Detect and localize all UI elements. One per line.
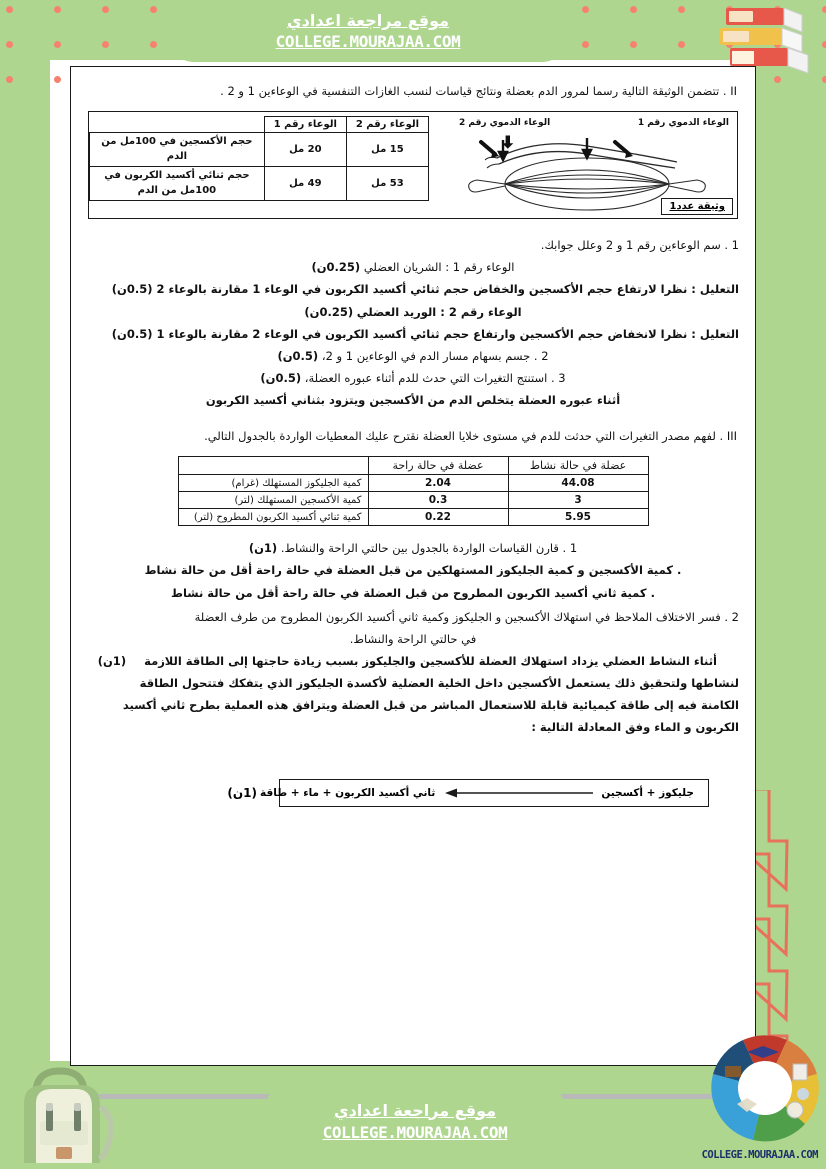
- t1-header-vessel-2: الوعاء رقم 2: [346, 117, 428, 133]
- school-subjects-wheel-icon: [706, 1029, 824, 1147]
- dot-decoration: [6, 6, 13, 13]
- footer-site-name-ar: موقع مراجعة اعدادي: [333, 1100, 497, 1120]
- t2-r1-rest: 2.04: [368, 475, 508, 492]
- dot-decoration: [630, 41, 637, 48]
- s2-a4-text: التعليل : نظرا لانخفاض حجم الأكسجين وارتفاع حجم ثنائي أكسيد الكربون في الوعاء 2 مقارنة بالوعاء 1: [156, 326, 739, 341]
- figure-label-vessel-1: الوعاء الدموي رقم 1: [637, 118, 729, 129]
- s3-q1-answer-2: . كمية ثاني أكسيد الكربون المطروح من قبل العضلة في حالة راحة أقل من حالة نشاط: [171, 585, 655, 600]
- s3-q2-answer-line-4: الكربون و الماء وفق المعادلة التالية :: [531, 720, 739, 735]
- header-site-name-ar: موقع مراجعة اعدادي: [286, 11, 450, 30]
- muscle-metabolism-table: [178, 456, 649, 526]
- dot-decoration: [54, 41, 61, 48]
- t1-header-vessel-1: الوعاء رقم 1: [264, 117, 346, 133]
- s2-q2-text: 2 . جسم بسهام مسار الدم في الوعاءين 1 و 2،: [321, 348, 549, 363]
- footer-site-banner[interactable]: [265, 1083, 565, 1169]
- table-row: [178, 509, 648, 526]
- t2-r3-active: 5.95: [508, 509, 648, 526]
- table-row: [90, 167, 429, 201]
- t2-r1-label: كمية الجليكوز المستهلك (غرام): [178, 475, 368, 492]
- t2-header-active: عضلة في حالة نشاط: [508, 457, 648, 475]
- s3-question-2-line-1: 2 . فسر الاختلاف الملاحظ في استهلاك الأكسجين و الجليكوز وكمية ثاني أكسيد الكربون المطروح من طرف العضلة: [194, 609, 739, 624]
- dot-decoration: [102, 6, 109, 13]
- dot-decoration: [150, 6, 157, 13]
- s2-a3-text: الوعاء رقم 2 : الوريد العضلي: [356, 304, 522, 319]
- dot-decoration: [102, 41, 109, 48]
- table-header-row: [90, 117, 429, 133]
- s3-q2-a1-score: (1ن): [97, 653, 127, 668]
- t2-r1-active: 44.08: [508, 475, 648, 492]
- t1-r1-vessel-2: 15 مل: [346, 133, 428, 167]
- table-row: [90, 133, 429, 167]
- dot-decoration: [582, 6, 589, 13]
- s2-a1-text: الوعاء رقم 1 : الشريان العضلي: [363, 260, 515, 275]
- t2-r2-label: كمية الأكسجين المستهلك (لتر): [178, 492, 368, 509]
- t1-r2-vessel-2: 53 مل: [346, 167, 428, 201]
- t1-header-corner: [90, 117, 265, 133]
- exam-paper-sheet: [70, 66, 756, 1066]
- dot-decoration: [822, 41, 826, 48]
- background-band-left: [0, 0, 50, 1169]
- table-row: [178, 475, 648, 492]
- gas-measurements-table: [89, 116, 429, 201]
- muscle-blood-vessel-diagram: [437, 112, 737, 218]
- t2-r3-label: كمية ثنائي أكسيد الكربون المطروح (لتر): [178, 509, 368, 526]
- t2-r3-rest: 0.22: [368, 509, 508, 526]
- s3-q1-score: (1ن): [248, 541, 278, 556]
- s2-a1-score: (0.25ن): [311, 260, 361, 275]
- document-1-caption: وثيقة عدد1: [661, 198, 733, 215]
- t1-r1-label: حجم الأكسجين في 100مل من الدم: [90, 133, 265, 167]
- table-row: [178, 492, 648, 509]
- s2-q2-score: (0.5ن): [277, 348, 319, 363]
- s2-a4-score: (0.5ن): [111, 326, 153, 341]
- s2-q3-score: (0.5ن): [260, 370, 302, 385]
- section-2-intro: II . تتضمن الوثيقة التالية رسما لمرور الدم بعضلة ونتائج قياسات لنسب الغازات التنفسية في الوعاءين 1 و 2 .: [220, 84, 737, 98]
- left-arrow-icon: [435, 787, 601, 799]
- dot-decoration: [6, 76, 13, 83]
- s3-q2-answer-line-1: [87, 651, 739, 671]
- t2-r2-active: 3: [508, 492, 648, 509]
- header-site-url: COLLEGE.MOURAJAA.COM: [275, 32, 461, 51]
- backpack-icon: [6, 1063, 126, 1167]
- s2-justification-1: [87, 279, 739, 299]
- s3-q2-answer-line-2: لنشاطها ولتحقيق ذلك يستعمل الأكسجين داخل الخلية العضلية لأكسدة الجليكوز الذي يتفكك فتتحول الطاقة: [139, 676, 739, 690]
- books-stack-icon: [698, 2, 818, 80]
- t2-header-rest: عضلة في حالة راحة: [368, 457, 508, 475]
- t1-r2-vessel-1: 49 مل: [264, 167, 346, 201]
- s3-q2-a1-text: أثناء النشاط العضلي يزداد استهلاك العضلة للأكسجين والجليكوز بسبب زيادة حاجتها إلى الطاقة اللازمة: [144, 653, 717, 668]
- t2-r2-rest: 0.3: [368, 492, 508, 509]
- equation-left-side: جليكوز + أكسجين: [601, 787, 694, 800]
- s2-justification-2: [87, 324, 739, 344]
- dot-decoration: [678, 6, 685, 13]
- dot-decoration: [582, 41, 589, 48]
- s2-question-3: [87, 368, 739, 388]
- s2-question-1: [87, 235, 739, 255]
- footer-credit-watermark: COLLEGE.MOURAJAA.COM: [701, 1149, 818, 1161]
- s2-question-2: [87, 346, 739, 366]
- figure-label-vessel-2: الوعاء الدموي رقم 2: [459, 118, 551, 129]
- t2-header-corner: [178, 457, 368, 475]
- dot-decoration: [6, 41, 13, 48]
- equation-score: (1ن): [227, 786, 257, 801]
- s2-answer-vessel-1: [87, 257, 739, 277]
- t1-r2-label: حجم ثنائي أكسيد الكربون في 100مل من الدم: [90, 167, 265, 201]
- document-1-figure-box: [88, 111, 738, 219]
- t1-r1-vessel-1: 20 مل: [264, 133, 346, 167]
- s2-answer-vessel-2: [87, 302, 739, 322]
- s2-q3-text: 3 . استنتج التغيرات التي حدث للدم أثناء عبوره العضلة،: [304, 370, 566, 385]
- s3-q1-answer-1: . كمية الأكسجين و كمية الجليكوز المستهلكين من قبل العضلة في حالة راحة أقل من حالة نشاط: [144, 563, 682, 578]
- section-3-intro: III . لفهم مصدر التغيرات التي حدثت للدم في مستوى خلايا العضلة نقترح عليك المعطيات الواردة بالجدول التالي.: [204, 429, 737, 444]
- dot-decoration: [678, 41, 685, 48]
- respiration-equation-box: [260, 779, 709, 807]
- s2-a2-text: التعليل : نظرا لارتفاع حجم الأكسجين والخفاض حجم ثنائي أكسيد الكربون في الوعاء 1 مقارنة بالوعاء 2: [156, 282, 739, 297]
- dot-decoration: [150, 41, 157, 48]
- s2-a3-score: (0.25ن): [304, 304, 354, 319]
- dot-decoration: [822, 76, 826, 83]
- equation-right-side: ثاني أكسيد الكربون + ماء + طاقة: [260, 787, 436, 800]
- table-header-row: [178, 457, 648, 475]
- dot-decoration: [630, 6, 637, 13]
- s2-answer-3: أثناء عبوره العضلة يتخلص الدم من الأكسجين ويتزود بثناني أكسيد الكربون: [205, 393, 621, 407]
- s3-q2-answer-line-3: الكامنة فيه إلى طاقة كيميائية قابلة للاستعمال المباشر من قبل العضلة ويترافق هذه العملية بطرح ثاني أكسيد: [122, 698, 739, 713]
- dot-decoration: [54, 76, 61, 83]
- header-site-banner[interactable]: [168, 0, 568, 62]
- s3-question-2-line-2: في حالتي الراحة والنشاط.: [349, 631, 477, 646]
- dot-decoration: [822, 6, 826, 13]
- s2-q1-text: 1 . سم الوعاءين رقم 1 و 2 وعلل جوابك.: [540, 238, 739, 253]
- dot-decoration: [54, 6, 61, 13]
- s3-q1-text: 1 . قارن القياسات الواردة بالجدول بين حالتي الراحة والنشاط.: [280, 541, 578, 556]
- s2-a2-score: (0.5ن): [111, 282, 153, 297]
- footer-site-url: COLLEGE.MOURAJAA.COM: [322, 1122, 508, 1142]
- s3-question-1: [87, 538, 739, 558]
- respiration-equation-row: [87, 779, 739, 807]
